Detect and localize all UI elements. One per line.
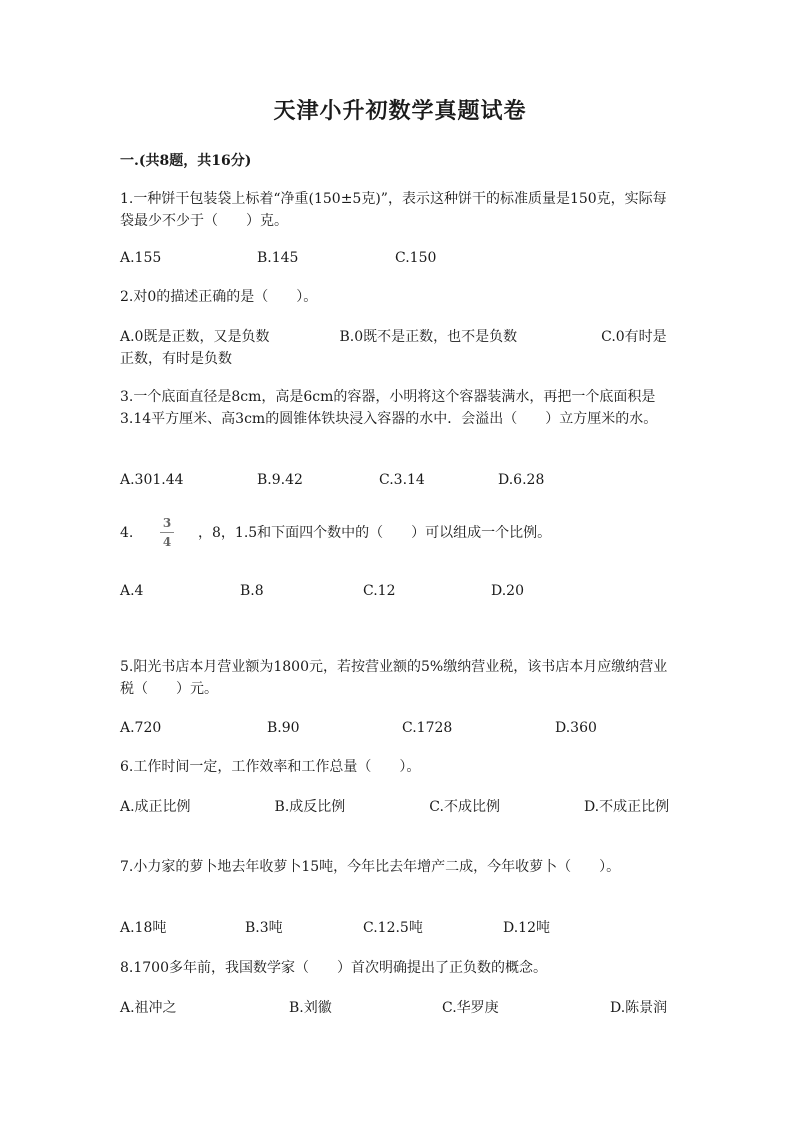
question-6-options[interactable]: A.成正比例 B.成反比例 C.不成比例 D.不成正比例 xyxy=(120,799,670,815)
option-a[interactable]: A.4 xyxy=(120,583,144,599)
question-5-options xyxy=(120,717,680,739)
option-b[interactable]: B.3吨 xyxy=(245,920,283,936)
option-c[interactable]: C.12 xyxy=(363,583,396,599)
question-6-stem: 6.工作时间一定，工作效率和工作总量（ ）。 xyxy=(120,759,421,775)
option-a[interactable]: A.155 xyxy=(120,250,162,266)
fraction-bar xyxy=(160,532,174,533)
fraction-denominator: 4 xyxy=(162,535,172,549)
option-c[interactable]: C.3.14 xyxy=(379,472,425,488)
question-2-stem: 2.对0的描述正确的是（ ）。 xyxy=(120,289,318,305)
option-a[interactable]: A.301.44 xyxy=(120,472,184,488)
option-d[interactable]: D.20 xyxy=(491,583,524,599)
option-d[interactable]: D.12吨 xyxy=(503,920,550,936)
question-7-options xyxy=(120,917,680,939)
option-b[interactable]: B.90 xyxy=(267,720,300,736)
section-heading: 一.(共8题，共16分) xyxy=(120,153,252,169)
question-4-options xyxy=(120,580,680,602)
question-3-options xyxy=(120,469,680,491)
option-d[interactable]: D.360 xyxy=(555,720,597,736)
question-5-stem: 5.阳光书店本月营业额为1800元，若按营业额的5%缴纳营业税，该书店本月应缴纳营业税（ ）元。 xyxy=(120,659,668,697)
option-a[interactable]: A.18吨 xyxy=(120,920,167,936)
option-a[interactable]: A.720 xyxy=(120,720,162,736)
question-4-stem: ，8，1.5和下面四个数中的（ ）可以组成一个比例。 xyxy=(198,525,552,541)
question-4-number: 4. xyxy=(120,525,134,541)
option-c[interactable]: C.150 xyxy=(395,250,437,266)
question-8-stem: 8.1700多年前，我国数学家（ ）首次明确提出了正负数的概念。 xyxy=(120,960,547,976)
option-c[interactable]: C.1728 xyxy=(402,720,453,736)
question-7-stem: 7.小力家的萝卜地去年收萝卜15吨，今年比去年增产二成，今年收萝卜（ ）。 xyxy=(120,859,621,875)
option-a[interactable]: A.祖冲之 xyxy=(120,1000,177,1016)
option-b[interactable]: B.9.42 xyxy=(257,472,303,488)
question-2-options[interactable]: A.0既是正数，又是负数 B.0既不是正数，也不是负数 C.0有时是正数，有时是负数 xyxy=(120,329,667,367)
question-1-stem: 1.一种饼干包装袋上标着“净重(150±5克)”，表示这种饼干的标准质量是150克，实际每袋最少不少于（ ）克。 xyxy=(120,191,667,229)
option-b[interactable]: B.145 xyxy=(257,250,299,266)
option-b[interactable]: B.刘徽 xyxy=(289,1000,332,1016)
option-d[interactable]: D.陈景润 xyxy=(610,1000,668,1016)
option-d[interactable]: D.6.28 xyxy=(498,472,545,488)
question-3-stem: 3.一个底面直径是8cm，高是6cm的容器，小明将这个容器装满水，再把一个底面积是3.14平方厘米、高3cm的圆锥体铁块浸入容器的水中．会溢出（ ）立方厘米的水。 xyxy=(120,389,658,427)
question-1-options xyxy=(120,247,680,269)
fraction-three-quarters xyxy=(160,516,174,549)
option-b[interactable]: B.8 xyxy=(240,583,264,599)
fraction-numerator: 3 xyxy=(162,516,172,530)
question-8-options xyxy=(120,997,680,1019)
option-c[interactable]: C.12.5吨 xyxy=(363,920,423,936)
page-title: 天津小升初数学真题试卷 xyxy=(273,98,527,124)
option-c[interactable]: C.华罗庚 xyxy=(442,1000,499,1016)
